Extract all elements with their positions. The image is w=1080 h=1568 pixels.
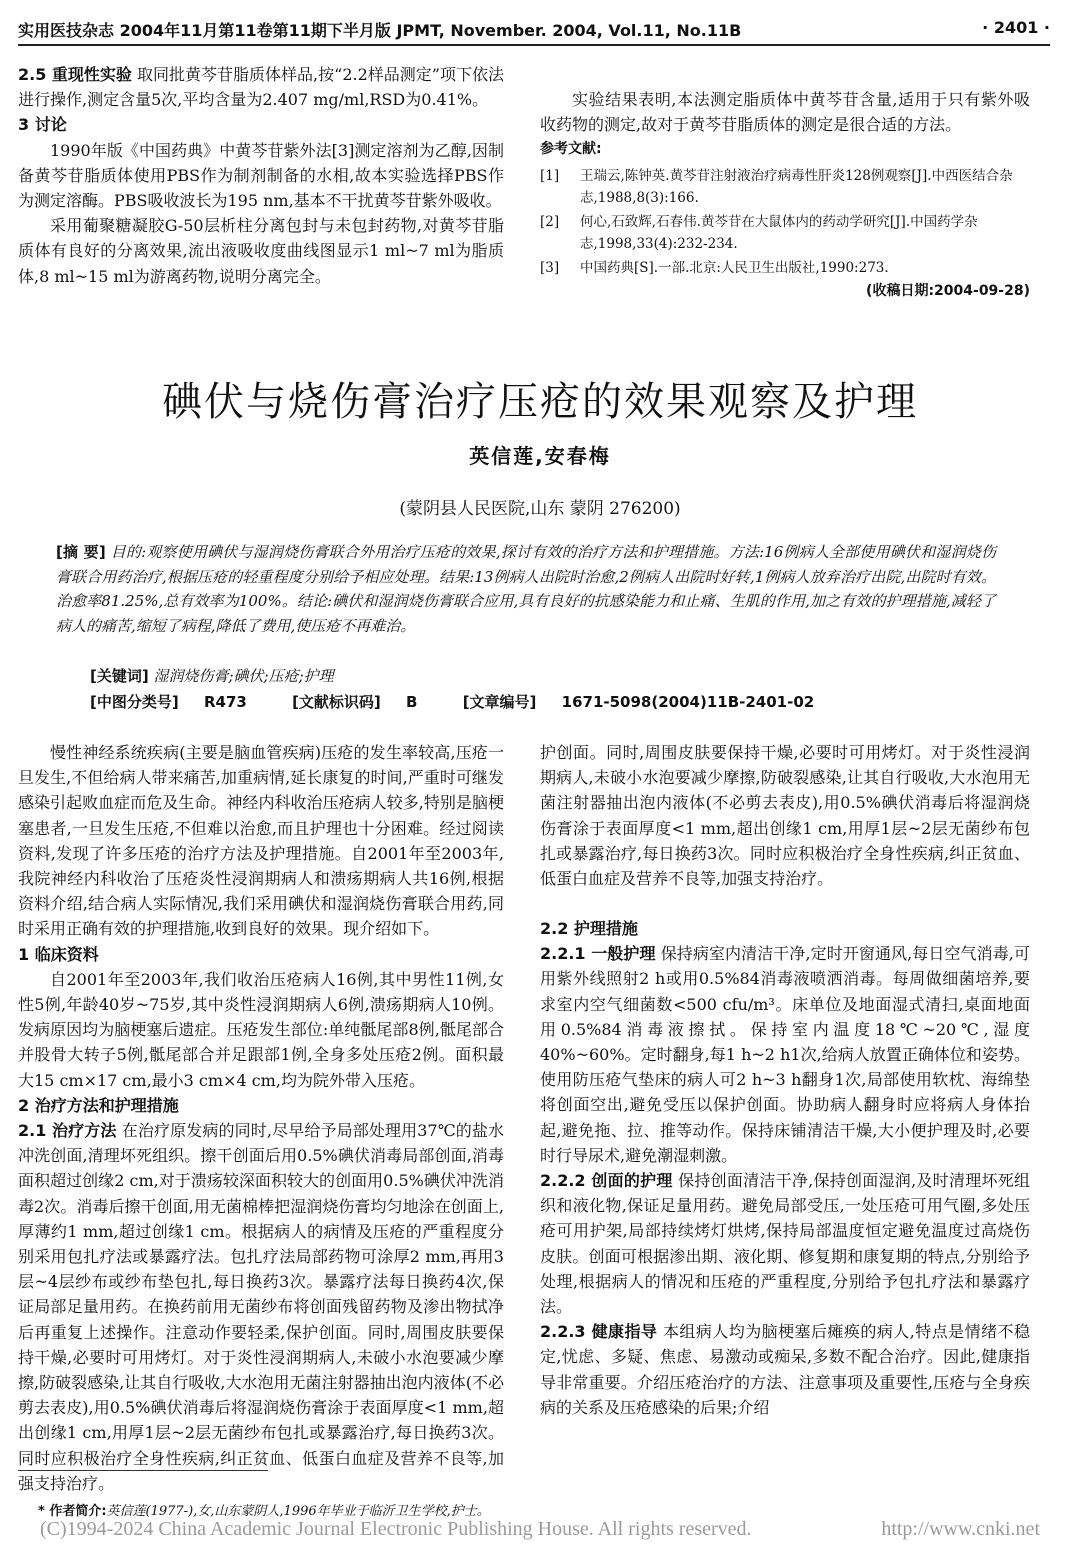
section-2-1-text: 在治疗原发病的同时,尽早给予局部处理用37℃的盐水冲洗创面,清理坏死组织。擦干创面后用0.5%碘伏消毒局部创面,消毒面积超过创缘2 cm,对于溃疡较深面积较大的创面用0.5%碘伏冲洗消毒2次。消毒后擦干创面,用无菌棉棒把湿润烧伤膏均匀地涂在创面上,厚薄约1 mm,超过创缘1 cm。根据病人的病情及压疮的严重程度分别采用包扎疗法或暴露疗法。包扎疗法局部药物可涂厚2 mm,再用3层~4层纱布或纱布垫包扎,每日换药3次。暴露疗法每日换药4次,保证局部足量用药。在换药前用无菌纱布将创面残留药物及渗出物拭净后再重复上述操作。注意动作要轻柔,保护创面。同时,周围皮肤要保持干燥,必要时可用烤灯。对于炎性浸润期病人,未破小水泡要减少摩擦,防破裂感染,让其自行吸收,大水泡用无菌注射器抽出泡内液体(不必剪去表皮),用0.5%碘伏消毒后将湿润烧伤膏涂于表面厚度<1 mm,超出创缘1 cm,用厚1层~2层无菌纱布包扎或暴露治疗,每日换药3次。同时应积极治疗全身性疾病,纠正贫血、低蛋白血症及营养不良等,加强支持治疗。 [18, 1121, 504, 1493]
section-2-2-2-text: 保持创面清洁干净,保持创面湿润,及时清理坏死组织和液化物,保证足量用药。避免局部受压,一处压疮可用气圈,多处压疮可用护架,局部持续烤灯烘烤,保持局部温度恒定避免温度过高烧伤皮肤。创面可根据渗出期、液化期、修复期和康复期的特点,分别给予处理,根据病人的情况和压疮的严重程度,分别给予包扎疗法和暴露疗法。 [540, 1171, 1030, 1317]
section-3-heading: 3 讨论 [18, 115, 67, 135]
body-right-column [540, 740, 1030, 1420]
footnote-rule [18, 1470, 268, 1471]
reference-text: 王瑞云,陈钟英.黄芩苷注射液治疗病毒性肝炎128例观察[J].中西医结合杂志,1988,8(3):166. [580, 167, 1013, 206]
article-no-value: 1671-5098(2004)11B-2401-02 [561, 693, 815, 711]
footnote-label: * 作者简介: [38, 1504, 107, 1519]
clc-value: R473 [203, 693, 247, 711]
section-2-2-3-text: 本组病人均为脑梗塞后瘫痪的病人,特点是情绪不稳定,忧虑、多疑、焦虑、易激动或痴呆,多数不配合治疗。因此,健康指导非常重要。介绍压疮治疗的方法、注意事项及重要性,压疮与全身疾病的关系及压疮感染的后果;介绍 [540, 1322, 1030, 1417]
page-number: · 2401 · [982, 18, 1050, 37]
abstract-label: [摘 要] [56, 543, 106, 561]
doc-code-label: [文献标识码] [292, 693, 381, 711]
section-2-1-block [18, 1118, 504, 1496]
classification-line [90, 691, 854, 712]
reference-text: 中国药典[S].一部.北京:人民卫生出版社,1990:273. [580, 259, 889, 276]
discussion-paragraph-2: 采用葡聚糖凝胶G-50层析柱分离包封与未包封药物,对黄芩苷脂质体有良好的分离效果,流出液吸收度曲线图显示1 ml~7 ml为脂质体,8 ml~15 ml为游离药物,说明分离完全。 [18, 216, 504, 286]
section-2-2-3-heading: 2.2.3 健康指导 [540, 1322, 658, 1342]
abstract-text: 目的:观察使用碘伏与湿润烧伤膏联合外用治疗压疮的效果,探讨有效的治疗方法和护理措施。方法:16例病人全部使用碘伏和湿润烧伤膏联合用药治疗,根据压疮的轻重程度分别给予相应处理。结果:13例病人出院时治愈,2例病人出院时好转,1例病人放弃治疗出院,出院时有效。治愈率81.25%,总有效率为100%。结论:碘伏和湿润烧伤膏联合应用,具有良好的抗感染能力和止痛、生肌的作用,加之有效的护理措施,减轻了病人的痛苦,缩短了病程,降低了费用,使压疮不再难治。 [56, 543, 996, 635]
copyright-watermark [40, 1518, 1040, 1541]
running-head [18, 14, 1050, 46]
reference-text: 何心,石致辉,石春伟.黄芩苷在大鼠体内的药动学研究[J].中国药学杂志,1998,33(4):232-234. [580, 213, 978, 252]
keywords [90, 665, 334, 686]
prev-article-left-column [18, 62, 504, 289]
reference-item [540, 257, 1030, 279]
section-2-2-heading: 2.2 护理措施 [540, 919, 638, 938]
keywords-text: 湿润烧伤膏;碘伏;压疮;护理 [153, 667, 334, 685]
article-no-label: [文章编号] [462, 693, 537, 711]
reference-item [540, 211, 1030, 255]
section-2-5-text: 取同批黄芩苷脂质体样品,按“2.2样品测定”项下依法进行操作,测定含量5次,平均含量为2.407 mg/ml,RSD为0.41%。 [18, 65, 504, 110]
discussion-paragraph-1: 1990年版《中国药典》中黄芩苷紫外法[3]测定溶剂为乙醇,因制备黄芩苷脂质体使用PBS作为制剂制备的水相,故本实验选择PBS作为测定溶酶。PBS吸收波长为195 nm,基本不干扰黄芩苷紫外吸收。 [18, 140, 504, 211]
reference-number: [3] [540, 259, 560, 276]
received-date: (收稿日期:2004-09-28) [866, 282, 1030, 299]
reference-item [540, 165, 1030, 209]
journal-header: 实用医技杂志 2004年11月第11卷第11期下半月版 JPMT, November. 2004, Vol.11, No.11B [18, 21, 742, 40]
reference-number: [1] [540, 167, 560, 184]
article-affiliation: (蒙阴县人民医院,山东 蒙阴 276200) [399, 499, 681, 519]
abstract [56, 540, 996, 638]
section-1-heading: 1 临床资料 [18, 944, 99, 964]
cnki-link[interactable]: http://www.cnki.net [881, 1518, 1040, 1540]
section-2-5-heading: 2.5 重现性实验 [18, 65, 132, 84]
article-title: 碘伏与烧伤膏治疗压疮的效果观察及护理 [162, 379, 918, 425]
body-left-column [18, 740, 504, 1496]
section-2-1-continued: 护创面。同时,周围皮肤要保持干燥,必要时可用烤灯。对于炎性浸润期病人,未破小水泡要减少摩擦,防破裂感染,让其自行吸收,大水泡用无菌注射器抽出泡内液体(不必剪去表皮),用0.5%碘伏消毒后将湿润烧伤膏涂于表面厚度<1 mm,超出创缘1 cm,用厚1层~2层无菌纱布包扎或暴露治疗,每日换药3次。同时应积极治疗全身性疾病,纠正贫血、低蛋白血症及营养不良等,加强支持治疗。 [540, 743, 1030, 889]
section-2-2-1-heading: 2.2.1 一般护理 [540, 944, 656, 964]
section-2-heading: 2 治疗方法和护理措施 [18, 1095, 179, 1115]
article-authors: 英信莲,安春梅 [469, 444, 611, 468]
author-footnote [38, 1500, 490, 1519]
discussion-paragraph-3: 实验结果表明,本法测定脂质体中黄芩苷含量,适用于只有紫外吸收药物的测定,故对于黄芩苷脂质体的测定是很合适的方法。 [540, 90, 1030, 135]
references-label: 参考文献: [540, 141, 602, 158]
section-2-1-heading: 2.1 治疗方法 [18, 1121, 117, 1141]
intro-paragraph: 慢性神经系统疾病(主要是脑血管疾病)压疮的发生率较高,压疮一旦发生,不但给病人带来痛苦,加重病情,延长康复的时间,严重时可继发感染引起败血症而危及生命。神经内科收治压疮病人较多,特别是脑梗塞患者,一旦发生压疮,不但难以治愈,而且护理也十分困难。经过阅读资料,发现了许多压疮的治疗方法及护理措施。自2001年至2003年,我院神经内科收治了压疮炎性浸润期病人和溃疡期病人共16例,根据资料介绍,结合病人实际情况,我们采用碘伏和湿润烧伤膏联合用药,同时采用正确有效的护理措施,收到良好的效果。现介绍如下。 [18, 743, 504, 939]
reference-number: [2] [540, 213, 560, 230]
clc-label: [中图分类号] [90, 693, 179, 711]
doc-code-value: B [406, 693, 418, 711]
footnote-text: 英信莲(1977-),女,山东蒙阴人,1996年毕业于临沂卫生学校,护士。 [106, 1504, 490, 1519]
section-1-text: 自2001年至2003年,我们收治压疮病人16例,其中男性11例,女性5例,年龄40岁~75岁,其中炎性浸润期病人6例,溃疡期病人10例。发病原因均为脑梗塞后遗症。压疮发生部位:单纯骶尾部8例,骶尾部合并股骨大转子5例,骶尾部合并足跟部1例,全身多处压疮2例。面积最大15 cm×17 cm,最小3 cm×4 cm,均为院外带入压疮。 [18, 969, 504, 1090]
prev-article-right-column [540, 87, 1030, 304]
section-2-2-1-text: 保持病室内清洁干净,定时开窗通风,每日空气消毒,可用紫外线照射2 h或用0.5%84消毒液喷洒消毒。每周做细菌培养,要求室内空气细菌数<500 cfu/m³。床单位及地面湿式清扫,桌面地面用0.5%84消毒液擦拭。保持室内温度18℃~20℃,湿度40%~60%。定时翻身,每1 h~2 h1次,给病人放置正确体位和姿势。使用防压疮气垫床的病人可2 h~3 h翻身1次,局部使用软枕、海绵垫将创面空出,避免受压以保护创面。协助病人翻身时应将病人身体抬起,避免拖、拉、推等动作。保持床铺清洁干燥,大小便护理及时,必要时行导尿术,避免潮湿刺激。 [540, 944, 1030, 1165]
keywords-label: [关键词] [90, 667, 149, 685]
copyright-text: (C)1994-2024 China Academic Journal Electronic Publishing House. All rights reserved. [40, 1518, 752, 1540]
section-2-2-2-heading: 2.2.2 创面的护理 [540, 1171, 673, 1191]
